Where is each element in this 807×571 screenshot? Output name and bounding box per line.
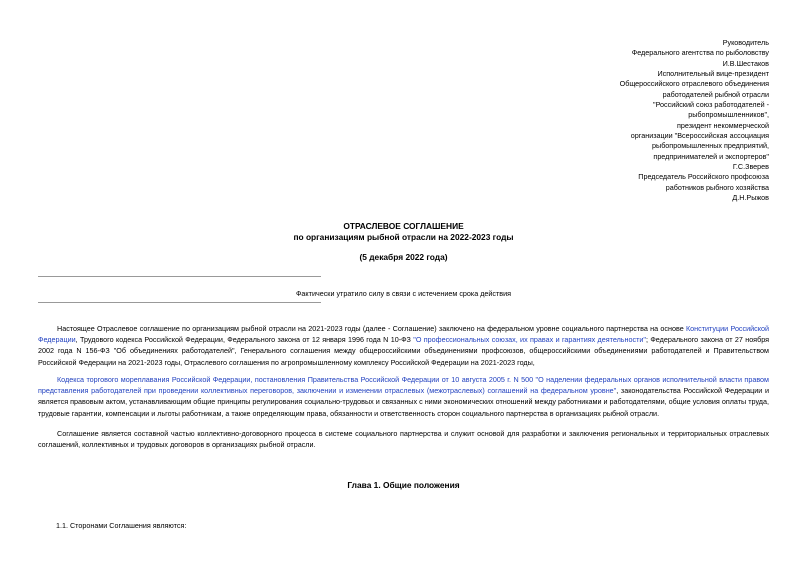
document-date: (5 декабря 2022 года)	[359, 252, 448, 262]
title-line-1: ОТРАСЛЕВОЕ СОГЛАШЕНИЕ	[343, 221, 464, 231]
document-title	[0, 221, 807, 243]
paragraph-text: , Трудового кодекса Российской Федерации, Федерального закона от 12 января 1996 года N 10-ФЗ	[75, 335, 414, 345]
signatory-line: Общероссийского отраслевого объединения	[619, 79, 769, 89]
divider-bottom	[38, 302, 321, 303]
paragraph-legal-basis	[38, 374, 769, 419]
divider-top	[38, 276, 321, 277]
signatory-line: президент некоммерческой	[677, 120, 769, 130]
signatory-line: рыбопромышленников",	[688, 110, 769, 120]
title-line-2: по организациям рыбной отрасли на 2022-2023 годы	[293, 232, 514, 242]
paragraph-purpose: Соглашение является составной частью коллективно-договорного процесса в системе социального партнерства и служит основой для разработки и заключения региональных и территориальных отраслевых соглашений, коллективных и трудовых договоров в организациях рыбной отрасли.	[38, 429, 769, 450]
signatory-line: Г.С.Зверев	[732, 162, 769, 172]
signatory-line: работников рыбного хозяйства	[665, 182, 769, 192]
chapter-heading: Глава 1. Общие положения	[347, 480, 460, 490]
signatory-line: Исполнительный вице-президент	[657, 69, 769, 79]
signatory-line: организации "Всероссийская ассоциация	[630, 131, 769, 141]
signatory-line: И.В.Шестаков	[722, 58, 769, 68]
paragraph-text: , законодательства Российской Федерации и является правовым актом, устанавливающим общие принципы регулирования социально-трудовых и связанных с ними экономических отношений между работниками и работодателями, общие условия оплаты труда, трудовые гарантии, компенсации и льготы работникам, а также определяющим права, обязанности и ответственность сторон социального партнерства в организациях рыбной отрасли.	[38, 386, 770, 418]
signatory-line: предпринимателей и экспортеров"	[653, 151, 769, 161]
link-merchant-shipping-code[interactable]: Кодекса торгового мореплавания Российской Федерации, постановления Правительства Российской Федерации от 10 августа 2005 г. N 500 "О наделении федеральных органов исполнительной власти правом представления работодателей при проведении коллективных переговоров, заключении и изменении отраслевых (межотраслевых) соглашений на федеральном уровне"	[38, 375, 769, 396]
signatory-line: Д.Н.Рыжов	[732, 193, 769, 203]
clause-1-1: 1.1. Сторонами Соглашения являются:	[56, 521, 187, 530]
paragraph-intro	[38, 323, 769, 368]
signatory-line: Руководитель	[722, 38, 769, 47]
signatory-line: "Российский союз работодателей -	[653, 100, 769, 110]
signatory-line: рыбопромышленных предприятий,	[652, 141, 769, 151]
signatory-line: работодателей рыбной отрасли	[662, 89, 769, 99]
paragraph-text: Настоящее Отраслевое соглашение по организациям рыбной отрасли на 2021-2023 годы (далее - Соглашение) заключено на федеральном уровне социального партнерства на основе	[57, 324, 686, 333]
link-trade-unions-law[interactable]: "О профессиональных союзах, их правах и гарантиях деятельности"	[413, 335, 646, 345]
link-constitution[interactable]: Конституции Российской Федерации	[38, 324, 769, 345]
paragraph-text: ; Федерального закона от 27 ноября 2002 года N 156-ФЗ "Об объединениях работодателей", Генерального соглашения между общероссийскими объединениями профсоюзов, общероссийскими объединениями работодателей и Правительством Российской Федерации на 2021-2023 годы, Отраслевого соглашения по агропромышленному комплексу Российской Федерации на 2021-2023 годы,	[38, 335, 770, 367]
signatories-block	[620, 38, 769, 204]
signatory-line: Федерального агентства по рыболовству	[631, 48, 769, 58]
status-note: Фактически утратило силу в связи с истечением срока действия	[295, 289, 512, 298]
signatory-line: Председатель Российского профсоюза	[638, 172, 769, 182]
